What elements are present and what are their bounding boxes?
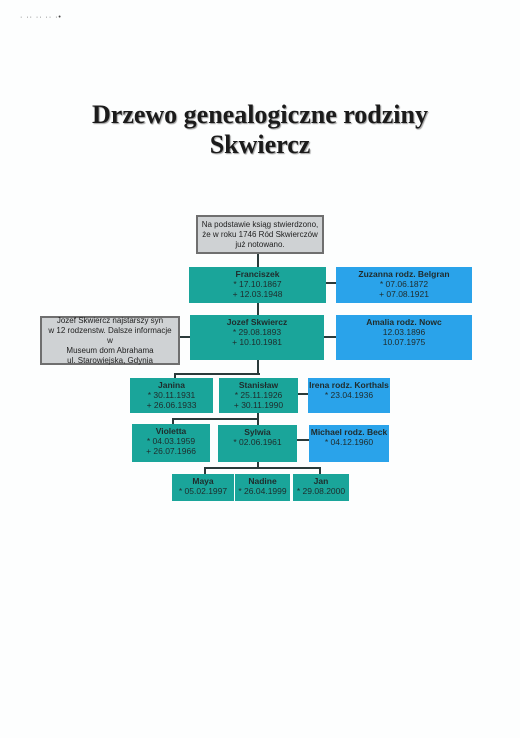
- note-jozef-line: Museum dom Abrahama: [66, 345, 154, 355]
- connector-line: [172, 418, 259, 420]
- note-jozef-line: ul. Starowiejska, Gdynia: [67, 355, 153, 365]
- person-violetta: [132, 424, 210, 462]
- person-died: + 26.07.1966: [146, 446, 196, 456]
- connector-line: [298, 393, 308, 395]
- person-born: * 02.06.1961: [233, 437, 282, 447]
- person-janina: [130, 378, 213, 413]
- person-born: * 04.12.1960: [324, 437, 374, 447]
- person-name: Franciszek: [235, 269, 280, 279]
- person-died: + 26.06.1933: [146, 400, 197, 410]
- connector-line: [324, 336, 336, 338]
- person-nadine: [235, 474, 290, 501]
- person-name: Violetta: [155, 426, 187, 436]
- person-zuzanna: [336, 267, 472, 303]
- person-born: * 29.08.1893: [232, 327, 282, 337]
- connector-line: [326, 282, 336, 284]
- person-born: * 05.02.1997: [178, 486, 228, 496]
- person-stanislaw: [219, 378, 298, 413]
- person-name: Michael rodz. Beck: [310, 427, 388, 437]
- person-born: * 30.11.1931: [147, 390, 196, 400]
- person-name: Stanisław: [238, 380, 279, 390]
- note-jozef: [40, 316, 180, 365]
- person-sylwia: [218, 425, 297, 462]
- connector-line: [204, 467, 206, 474]
- title-line-1: Drzewo genealogiczne rodziny: [92, 100, 428, 129]
- note-origin-line: już notowano.: [235, 239, 285, 249]
- connector-line: [257, 360, 259, 374]
- person-name: Irena rodz. Korthals: [309, 380, 389, 390]
- connector-line: [257, 303, 259, 315]
- title-line-2: Skwiercz: [209, 130, 311, 159]
- person-name: Jozef Skwiercz: [226, 317, 288, 327]
- person-died: + 10.10.1981: [232, 337, 282, 347]
- person-name: Maya: [192, 476, 214, 486]
- connector-line: [174, 373, 260, 375]
- person-name: Amalia rodz. Nowc: [366, 317, 442, 327]
- connector-line: [204, 467, 321, 469]
- note-jozef-line: w 12 rodzenstw. Dalsze informacje w: [48, 325, 172, 345]
- connector-line: [257, 254, 259, 267]
- note-origin: [196, 215, 324, 254]
- person-name: Nadine: [248, 476, 277, 486]
- person-name: Zuzanna rodz. Belgran: [358, 269, 450, 279]
- person-born: * 07.06.1872: [379, 279, 429, 289]
- note-origin-line: Na podstawie ksiąg stwierdzono,: [201, 219, 319, 229]
- connector-line: [180, 336, 190, 338]
- person-died: + 12.03.1948: [232, 289, 283, 299]
- person-died: + 07.08.1921: [379, 289, 429, 299]
- person-amalia: [336, 315, 472, 360]
- person-born: * 26.04.1999: [238, 486, 287, 496]
- person-born: * 25.11.1926: [234, 390, 283, 400]
- connector-line: [297, 439, 309, 441]
- person-irena: [308, 378, 390, 413]
- person-maya: [172, 474, 234, 501]
- connector-line: [319, 467, 321, 474]
- corner-scan-mark: · ·· ·· ·· ·•: [20, 14, 62, 21]
- person-jan: [293, 474, 349, 501]
- person-born: * 23.04.1936: [324, 390, 374, 400]
- note-jozef-line: Jozef Skwiercz najstarszy syn: [56, 315, 164, 325]
- person-jozef: [190, 315, 324, 360]
- person-born: 12.03.1896: [382, 327, 426, 337]
- person-name: Jan: [313, 476, 329, 486]
- person-franciszek: [189, 267, 326, 303]
- note-origin-line: że w roku 1746 Ród Skwierczów: [202, 229, 318, 239]
- person-name: Sylwia: [244, 427, 271, 437]
- person-died: 10.07.1975: [382, 337, 426, 347]
- person-born: * 17.10.1867: [233, 279, 282, 289]
- person-born: * 04.03.1959: [146, 436, 196, 446]
- page-title: [0, 100, 520, 160]
- person-died: + 30.11.1990: [233, 400, 284, 410]
- person-name: Janina: [158, 380, 185, 390]
- person-michael: [309, 425, 389, 462]
- person-born: * 29.08.2000: [296, 486, 346, 496]
